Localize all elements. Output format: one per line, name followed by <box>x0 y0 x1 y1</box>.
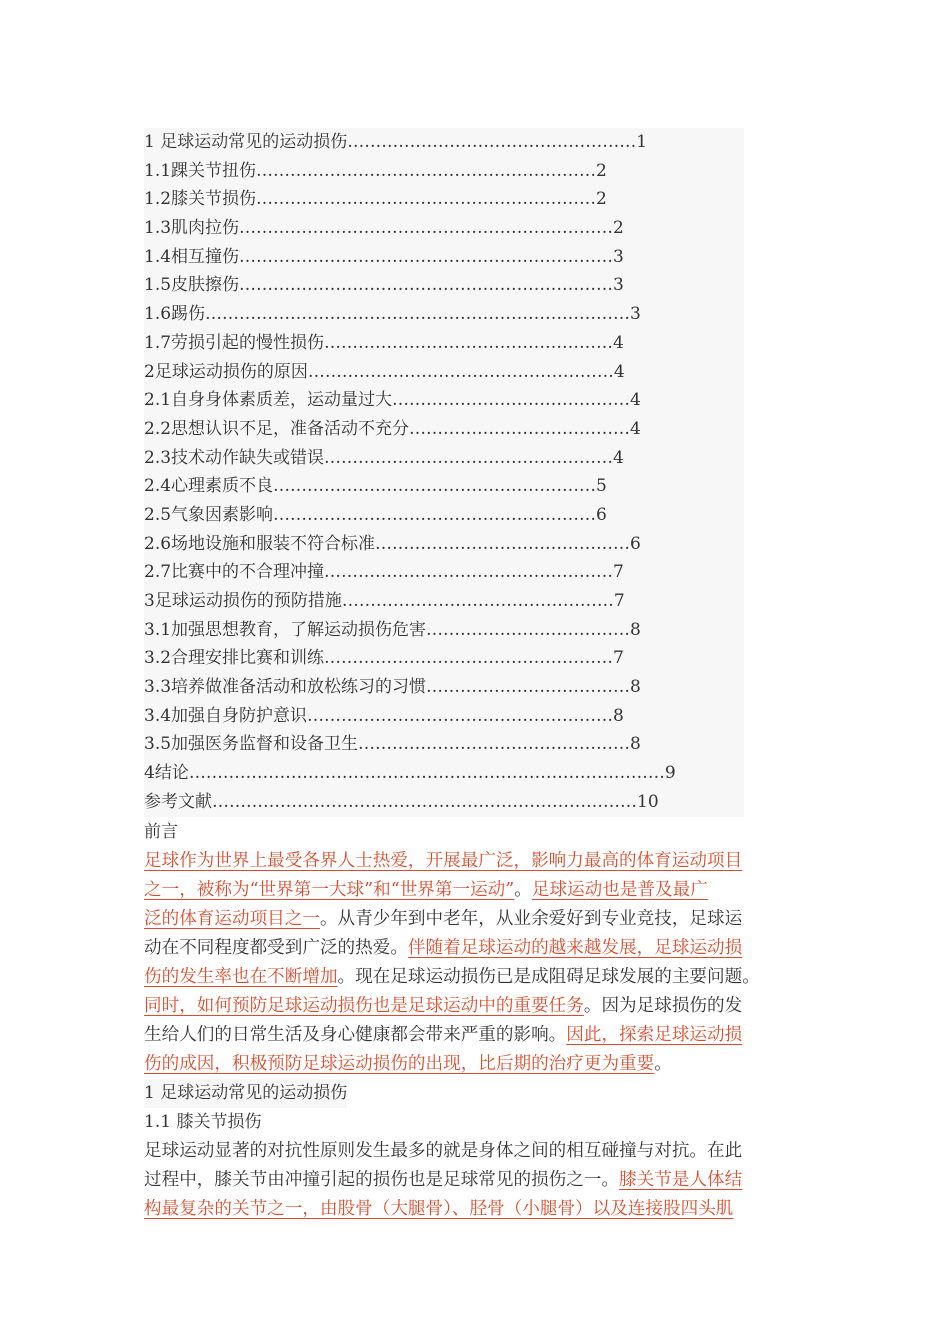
toc-entry-title: 2.6场地设施和服装不符合标准 <box>144 533 376 554</box>
toc-entry-page: 6 <box>630 533 641 554</box>
section1-heading-text: 1 足球运动常见的运动损伤 <box>144 1079 347 1108</box>
highlighted-text: 足球作为世界上最受各界人士热爱，开展最广泛，影响力最高的体育运动项目 <box>144 851 743 871</box>
toc-entry-title: 2.2思想认识不足，准备活动不充分 <box>144 418 410 439</box>
toc-entry-leader: ………………………………………………………………… <box>212 791 637 812</box>
toc-entry-page: 5 <box>596 476 607 497</box>
toc-entry[interactable] <box>144 300 744 329</box>
toc-entry-title: 3.3培养做准备活动和放松练习的习惯 <box>144 677 427 698</box>
section1-heading <box>144 1079 804 1108</box>
toc-entry[interactable] <box>144 271 744 300</box>
toc-entry-title: 2足球运动损伤的原因 <box>144 361 308 382</box>
toc-entry-title: 1.5皮肤擦伤 <box>144 275 240 296</box>
toc-entry[interactable] <box>144 243 744 272</box>
toc-entry[interactable] <box>144 128 744 157</box>
toc-entry-title: 1.2膝关节损伤 <box>144 189 257 210</box>
text-segment: 过程中，膝关节由冲撞引起的损伤也是足球常见的损伤之一。 <box>144 1170 620 1190</box>
toc-entry[interactable] <box>144 759 744 788</box>
preface-paragraph <box>144 847 804 1079</box>
text-segment: 。从青少年到中老年，从业余爱好到专业竞技，足球运 <box>319 909 743 929</box>
toc-entry-title: 1.7劳损引起的慢性损伤 <box>144 332 325 353</box>
toc-entry-page: 7 <box>613 648 624 669</box>
toc-entry-title: 参考文献 <box>144 791 212 812</box>
toc-entry-leader: …………………………………………… <box>324 648 614 669</box>
toc-entry-leader: ………………………………… <box>409 418 631 439</box>
toc-entry-page: 10 <box>637 791 659 812</box>
toc-entry-page: 8 <box>630 677 641 698</box>
toc-entry-leader: ………………………………………………………… <box>239 246 614 267</box>
toc-entry-leader: ……………………………… <box>426 677 631 698</box>
toc-entry[interactable] <box>144 358 744 387</box>
highlighted-text: 同时，如何预防足球运动损伤也是足球运动中的重要任务 <box>144 996 584 1016</box>
toc-entry-title: 3.2合理安排比赛和训练 <box>144 648 325 669</box>
toc-entry-title: 3.5加强医务监督和设备卫生 <box>144 734 359 755</box>
toc-entry-page: 6 <box>596 504 607 525</box>
toc-entry-leader: ………………………………………………………………………… <box>188 763 665 784</box>
toc-entry-title: 3.1加强思想教育，了解运动损伤危害 <box>144 619 427 640</box>
toc-entry[interactable] <box>144 644 744 673</box>
highlighted-text: 足球运动也是普及最广 <box>531 880 708 900</box>
toc-entry[interactable] <box>144 386 744 415</box>
toc-entry-leader: …………………………………………… <box>324 562 614 583</box>
toc-entry-leader: ……………………………… <box>426 619 631 640</box>
highlighted-text: 伤的发生率也在不断增加 <box>144 967 338 987</box>
toc-entry[interactable] <box>144 185 744 214</box>
toc-entry[interactable] <box>144 415 744 444</box>
toc-entry-page: 4 <box>630 418 641 439</box>
highlighted-text: 因此，探索足球运动损 <box>566 1025 743 1045</box>
toc-entry[interactable] <box>144 501 744 530</box>
text-segment: 。因为足球损伤的发 <box>583 996 743 1016</box>
toc-entry-leader: ………………………………………………… <box>273 504 597 525</box>
section1-paragraph <box>144 1137 804 1224</box>
toc-entry-leader: …………………………………………… <box>347 132 637 152</box>
toc-entry-page: 4 <box>613 447 624 468</box>
toc-entry-page: 8 <box>630 619 641 640</box>
toc-entry[interactable] <box>144 673 744 702</box>
toc-entry-leader: …………………………………………………… <box>256 189 597 210</box>
text-line <box>144 876 804 905</box>
toc-entry-leader: ………………………………………… <box>358 734 631 755</box>
text-segment: 足球运动显著的对抗性原则发生最多的就是身体之间的相互碰撞与对抗。在此 <box>144 1141 743 1161</box>
toc-entry-page: 4 <box>630 390 641 411</box>
toc-entry-leader: ………………………………………………………… <box>239 275 614 296</box>
highlighted-text: 之一，被称为“世界第一大球”和“世界第一运动” <box>144 880 515 900</box>
text-line <box>144 847 804 876</box>
toc-entry[interactable] <box>144 702 744 731</box>
toc-entry[interactable] <box>144 329 744 358</box>
toc-entry-title: 1.6踢伤 <box>144 304 206 325</box>
text-line <box>144 934 804 963</box>
toc-entry-leader: …………………………………………… <box>324 447 614 468</box>
section1-sub-heading: 1.1 膝关节损伤 <box>144 1112 262 1132</box>
toc-entry[interactable] <box>144 530 744 559</box>
highlighted-text: 膝关节是人体结 <box>619 1170 743 1190</box>
toc-entry-leader: ………………………………………………………… <box>239 218 614 239</box>
text-line <box>144 1050 804 1079</box>
toc-entry[interactable] <box>144 616 744 645</box>
toc-entry-page: 4 <box>613 332 624 353</box>
toc-entry-title: 2.1自身身体素质差，运动量过大 <box>144 390 393 411</box>
toc-entry-title: 1.4相互撞伤 <box>144 246 240 267</box>
toc-entry-page: 3 <box>613 246 624 267</box>
toc-entry-title: 2.7比赛中的不合理冲撞 <box>144 562 325 583</box>
toc-entry-leader: …………………………………………… <box>324 332 614 353</box>
toc-entry-title: 2.4心理素质不良 <box>144 476 274 497</box>
toc-entry-title: 4结论 <box>144 763 189 784</box>
preface-heading: 前言 <box>144 822 178 842</box>
text-line <box>144 1021 804 1050</box>
toc-entry-title: 1 足球运动常见的运动损伤 <box>144 132 348 152</box>
toc-entry-title: 3.4加强自身防护意识 <box>144 705 308 726</box>
text-segment: 动在不同程度都受到广泛的热爱。 <box>144 938 408 958</box>
toc-entry[interactable] <box>144 214 744 243</box>
toc-entry[interactable] <box>144 587 744 616</box>
toc-entry-page: 9 <box>664 763 676 784</box>
toc-entry-leader: …………………………………………………… <box>256 160 597 181</box>
toc-entry[interactable] <box>144 558 744 587</box>
document-body <box>144 818 804 1224</box>
text-line <box>144 1166 804 1195</box>
toc-entry-title: 3足球运动损伤的预防措施 <box>144 591 342 611</box>
toc-entry-leader: ……………………………………………… <box>307 705 614 726</box>
text-line <box>144 992 804 1021</box>
text-line <box>144 1137 804 1166</box>
text-segment: 。现在足球运动损伤已是成阻碍足球发展的主要问题。 <box>337 967 760 987</box>
toc-entry[interactable] <box>144 730 744 759</box>
text-line <box>144 905 804 934</box>
toc-entry-page: 3 <box>630 304 641 325</box>
highlighted-text: 构最复杂的关节之一，由股骨（大腿骨）、胫骨（小腿骨）以及连接股四头肌 <box>144 1199 734 1219</box>
toc-entry-page: 3 <box>613 275 624 296</box>
toc-entry-page: 8 <box>630 734 641 755</box>
toc-entry[interactable] <box>144 444 744 473</box>
toc-entry-leader: ………………………………………… <box>341 591 614 611</box>
toc-entry[interactable] <box>144 788 744 817</box>
text-segment: 。 <box>654 1054 672 1074</box>
text-segment: 生给人们的日常生活及身心健康都会带来严重的影响。 <box>144 1025 567 1045</box>
highlighted-text: 伤的成因，积极预防足球运动损伤的出现，比后期的治疗更为重要 <box>144 1054 655 1074</box>
toc-entry[interactable] <box>144 157 744 186</box>
toc-entry-title: 1.3肌肉拉伤 <box>144 218 240 239</box>
highlighted-text: 伴随着足球运动的越来越发展，足球运动损 <box>407 938 743 958</box>
text-line <box>144 1195 804 1224</box>
toc-entry-page: 2 <box>613 218 624 239</box>
toc-entry-leader: ………………………………………………………………… <box>205 304 631 325</box>
toc-entry-title: 1.1踝关节扭伤 <box>144 160 257 181</box>
toc-entry-leader: ……………………………………… <box>375 533 631 554</box>
toc-entry-title: 2.3技术动作缺失或错误 <box>144 447 325 468</box>
toc-entry-page: 2 <box>596 189 607 210</box>
highlighted-text: 泛的体育运动项目之一 <box>144 909 320 929</box>
toc-entry[interactable] <box>144 472 744 501</box>
toc-entry-page: 1 <box>636 132 648 152</box>
text-segment: 。 <box>514 880 532 900</box>
toc-entry-page: 7 <box>613 562 624 583</box>
toc-entry-page: 8 <box>613 705 624 726</box>
toc-entry-title: 2.5气象因素影响 <box>144 504 274 525</box>
toc-entry-page: 2 <box>596 160 607 181</box>
toc-entry-page: 7 <box>613 591 625 611</box>
toc-entry-page: 4 <box>613 361 625 382</box>
toc-entry-leader: ………………………………………………… <box>273 476 597 497</box>
toc-entry-leader: …………………………………… <box>392 390 631 411</box>
text-line <box>144 963 804 992</box>
toc-entry-leader: ……………………………………………… <box>307 361 614 382</box>
table-of-contents <box>144 128 744 817</box>
